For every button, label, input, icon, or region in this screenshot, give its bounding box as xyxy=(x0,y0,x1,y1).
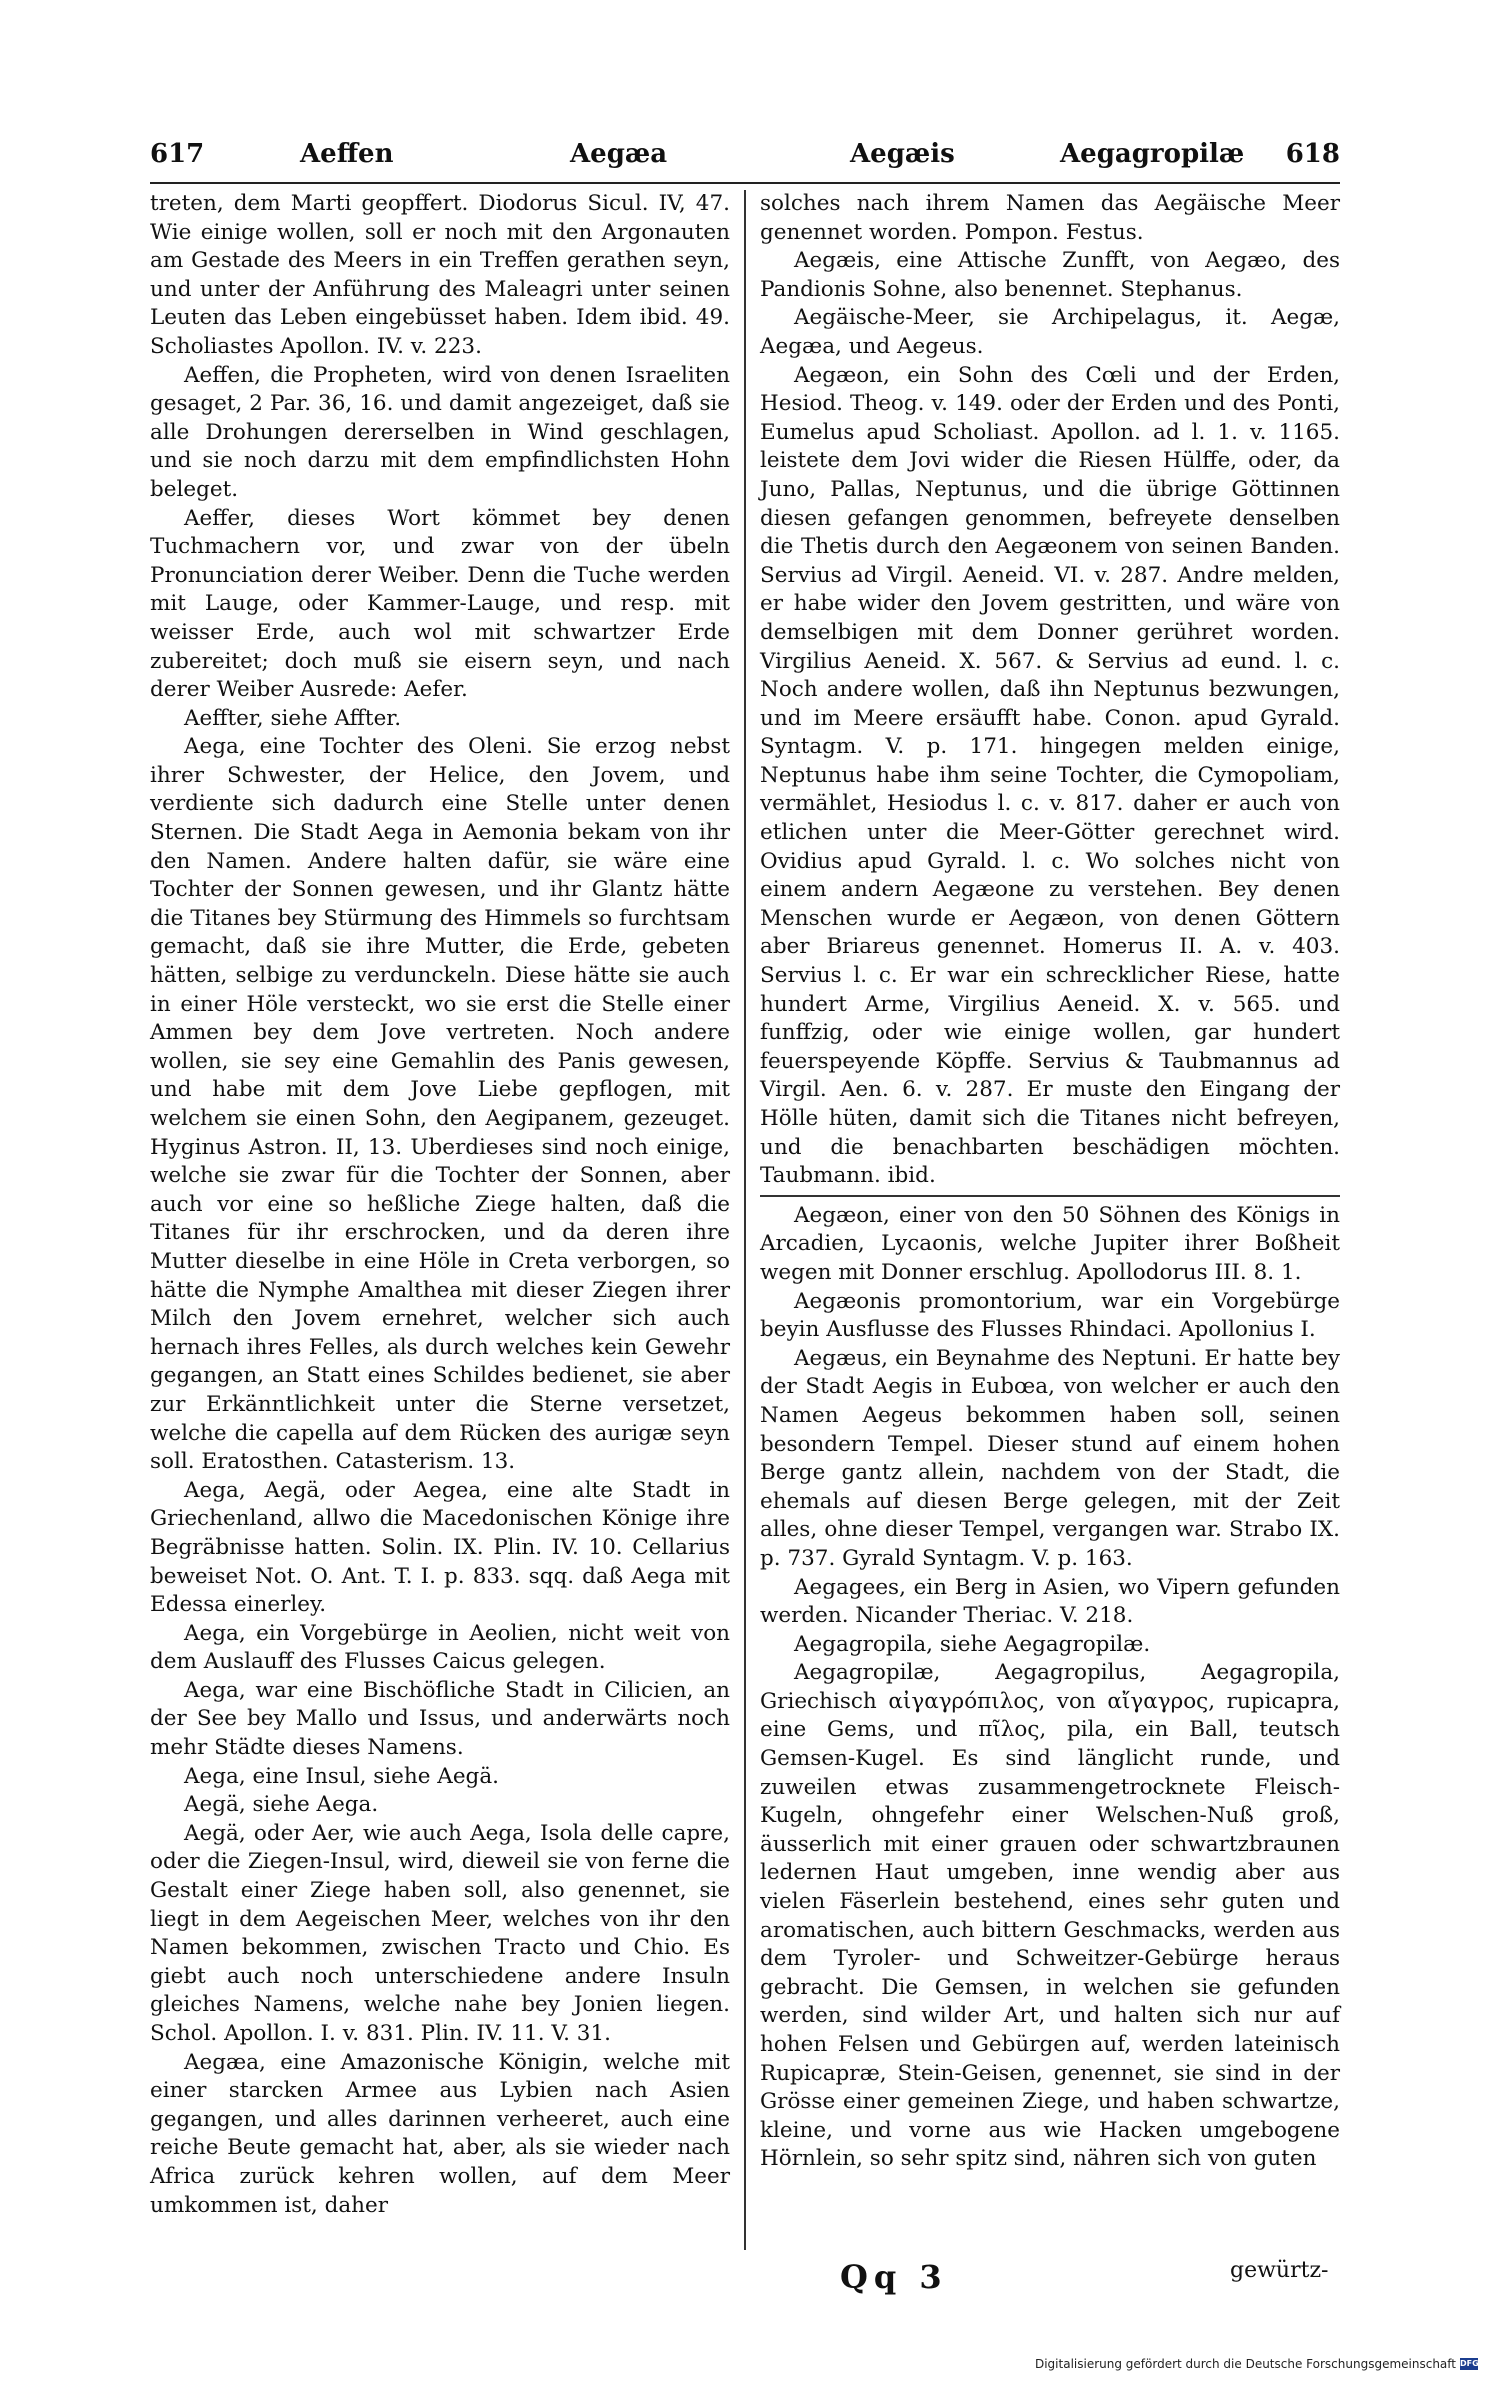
dictionary-entry: Aegæonis promontorium, war ein Vorgebürge beyin Ausflusse des Flusses Rhindaci. Apollonius I. xyxy=(760,1288,1340,1343)
header-keyword-right-2: Aegagropilæ xyxy=(1060,139,1245,169)
running-header xyxy=(150,135,1340,185)
digitization-footer xyxy=(1035,2357,1478,2371)
dictionary-entry: solches nach ihrem Namen das Aegäische Meer genennet worden. Pompon. Festus. xyxy=(760,191,1340,245)
dictionary-entry: Aegæa, eine Amazonische Königin, welche mit einer starcken Armee aus Lybien nach Asien gegangen, und alles darinnen verheeret, auch eine reiche Beute gemacht hat, aber, als sie wieder nach Africa zurück kehren wollen, auf dem Meer umkommen ist, daher xyxy=(150,2049,730,2218)
header-keyword-left-1: Aeffen xyxy=(300,139,394,169)
page-number-left: 617 xyxy=(150,139,205,169)
dictionary-entry: Aega, eine Tochter des Oleni. Sie erzog nebst ihrer Schwester, der Helice, den Jovem, und verdiente sich dadurch eine Stelle unter denen Sternen. Die Stadt Aega in Aemonia bekam von ihr den Namen. Andere halten dafür, sie wäre eine Tochter der Sonnen gewesen, und ihr Glantz hätte die Titanes bey Stürmung des Himmels so furchtsam gemacht, daß sie ihre Mutter, die Erde, gebeten hätten, selbige zu verdunckeln. Diese hätte sie auch in einer Höle versteckt, wo sie erst die Stelle einer Ammen bey dem Jove vertreten. Noch andere wollen, sie sey eine Gemahlin des Panis gewesen, und habe mit dem Jove Liebe gepflogen, mit welchem sie einen Sohn, den Aegipanem, gezeuget. Hyginus Astron. II, 13. Uberdieses sind noch einige, welche sie zwar für die Tochter der Sonnen, aber auch vor eine so heßliche Ziege halten, daß die Titanes für ihr erschrocken, und da deren ihre Mutter dieselbe in eine Höle in Creta verborgen, so hätte die Nymphe Amalthea mit dieser Ziegen ihrer Milch den Jovem ernehret, welcher sich auch hernach ihres Felles, als durch welches kein Gewehr gegangen, an Statt eines Schildes bedienet, sie aber zur Erkänntlichkeit unter die Sterne versetzet, welche die capella auf dem Rücken des aurigæ seyn soll. Eratosthen. Catasterism. 13. xyxy=(150,734,730,1475)
footer-text: Digitalisierung gefördert durch die Deutsche Forschungsgemeinschaft xyxy=(1034,2357,1456,2371)
header-rule xyxy=(150,182,1340,184)
header-keyword-right-1: Aegæis xyxy=(850,139,955,169)
dictionary-entry: Aeffer, dieses Wort kömmet bey denen Tuchmachern vor, und zwar von der übeln Pronunciation derer Weiber. Denn die Tuche werden mit Lauge, oder Kammer-Lauge, und resp. mit weisser Erde, auch wol mit schwartzer Erde zubereitet; doch muß sie eisern seyn, und nach derer Weiber Ausrede: Aefer. xyxy=(150,505,730,703)
dictionary-entry: Aega, ein Vorgebürge in Aeolien, nicht weit von dem Auslauff des Flusses Caicus gelegen. xyxy=(150,1620,730,1675)
dictionary-entry: Aegagees, ein Berg in Asien, wo Vipern gefunden werden. Nicander Theriac. V. 218. xyxy=(760,1574,1340,1629)
dictionary-entry: Aegä, siehe Aega. xyxy=(184,1792,379,1818)
signature-mark: Qq 3 xyxy=(840,2258,948,2296)
header-keyword-left-2: Aegæa xyxy=(570,139,668,169)
entry-separator-rule xyxy=(760,1195,1340,1197)
dictionary-entry: Aega, Aegä, oder Aegea, eine alte Stadt in Griechenland, allwo die Macedonischen Könige ihre Begräbnisse hatten. Solin. IX. Plin. IV. 10. Cellarius beweiset Not. O. Ant. T. I. p. 833. sqq. daß Aega mit Edessa einerley. xyxy=(150,1477,730,1618)
catchword: gewürtz- xyxy=(1230,2258,1329,2283)
dictionary-entry: Aegæon, einer von den 50 Söhnen des Königs in Arcadien, Lycaonis, welche Jupiter ihrer Boßheit wegen mit Donner erschlug. Apollodorus III. 8. 1. xyxy=(760,1202,1340,1285)
dictionary-entry: Aegäische-Meer, sie Archipelagus, it. Aegæ, Aegæa, und Aegeus. xyxy=(760,305,1340,359)
dictionary-entry: Aegæon, ein Sohn des Cœli und der Erden, Hesiod. Theog. v. 149. oder der Erden und des Ponti, Eumelus apud Scholiast. Apollon. ad l. 1. v. 1165. leistete dem Jovi wider die Riesen Hülffe, oder, da Juno, Pallas, Neptunus, und die übrige Göttinnen diesen gefangen genommen, befreyete denselben die Thetis durch den Aegæonem von seinen Banden. Servius ad Virgil. Aeneid. VI. v. 287. Andre melden, er habe wider den Jovem gestritten, und wäre von demselbigen mit dem Donner gerühret worden. Virgilius Aeneid. X. 567. & Servius ad eund. l. c. Noch andere wollen, daß ihn Neptunus bezwungen, und im Meere ersäufft habe. Conon. apud Gyrald. Syntagm. V. p. 171. hingegen melden einige, Neptunus habe ihm seine Tochter, die Cymopoliam, vermählet, Hesiodus l. c. v. 817. daher er auch von etlichen unter die Meer-Götter gerechnet wird. Ovidius apud Gyrald. l. c. Wo solches nicht von einem andern Aegæone zu verstehen. Bey denen Menschen wurde er Aegæon, von denen Göttern aber Briareus genennet. Homerus II. A. v. 403. Servius l. c. Er war ein schrecklicher Riese, hatte hundert Arme, Virgilius Aeneid. X. v. 565. und funffzig, oder wie einige wollen, gar hundert feuerspeyende Köpffe. Servius & Taubmannus ad Virgil. Aen. 6. v. 287. Er muste den Eingang der Hölle hüten, damit sich die Titanes nicht befreyen, und die benachbarten beschädigen möchten. Taubmann. ibid. xyxy=(760,362,1340,1189)
left-column xyxy=(150,190,730,2220)
dictionary-entry: Aegagropila, siehe Aegagropilæ. xyxy=(794,1631,1151,1657)
dictionary-entry: treten, dem Marti geopffert. Diodorus Sicul. IV, 47. Wie einige wollen, soll er noch mit den Argonauten am Gestade des Meers in ein Treffen gerathen seyn, und unter der Anführung des Maleagri unter seinen Leuten das Leben eingebüsset haben. Idem ibid. 49. Scholiastes Apollon. IV. v. 223. xyxy=(150,191,730,359)
dictionary-entry: Aegæus, ein Beynahme des Neptuni. Er hatte bey der Stadt Aegis in Eubœa, von welcher er auch den Namen Aegeus bekommen haben soll, seinen besondern Tempel. Dieser stund auf einem hohen Berge gantz allein, nachdem von der Stadt, die ehemals auf diesen Berge gelegen, mit der Zeit alles, ohne dieser Tempel, vergangen war. Strabo IX. p. 737. Gyrald Syntagm. V. p. 163. xyxy=(760,1345,1340,1571)
dfg-logo: DFG xyxy=(1460,2359,1479,2368)
dictionary-entry: Aegagropilæ, Aegagropilus, Aegagropila, Griechisch αἰγαγρόπιλος, von αἴγαγρος, rupicapra, eine Gems, und πῖλος, pila, ein Ball, teutsch Gemsen-Kugel. Es sind länglicht runde, und zuweilen etwas zusammengetrocknete Fleisch-Kugeln, ohngefehr einer Welschen-Nuß groß, äusserlich mit einer grauen oder schwartzbraunen ledernen Haut umgeben, inne wendig aber aus vielen Fäserlein bestehend, eines sehr guten und aromatischen, auch bittern Geschmacks, werden aus dem Tyroler- und Schweitzer-Gebürge heraus gebracht. Die Gemsen, in welchen sie gefunden werden, sind wilder Art, und halten sich nur auf hohen Felsen und Gebürgen auf, werden lateinisch Rupicapræ, Stein-Geisen, genennet, sie sind in der Grösse einer gemeinen Ziege, und haben schwartze, kleine, und vorne aus wie Hacken umgebogene Hörnlein, so sehr spitz sind, nähren sich von guten xyxy=(760,1660,1340,2172)
dictionary-entry: Aeffter, siehe Affter. xyxy=(184,705,402,731)
dictionary-entry: Aeffen, die Propheten, wird von denen Israeliten gesaget, 2 Par. 36, 16. und damit angezeiget, daß sie alle Drohungen dererselben in Wind geschlagen, und sie noch darzu mit dem empfindlichsten Hohn beleget. xyxy=(150,362,730,502)
dictionary-entry: Aega, war eine Bischöfliche Stadt in Cilicien, an der See bey Mallo und Issus, und anderwärts noch mehr Städte dieses Namens. xyxy=(150,1677,730,1761)
page-number-right: 618 xyxy=(1285,139,1340,169)
dictionary-entry: Aegæis, eine Attische Zunfft, von Aegæo, des Pandionis Sohne, also benennet. Stephanus. xyxy=(760,248,1340,302)
column-divider xyxy=(744,190,746,2250)
right-column xyxy=(760,190,1340,2174)
dictionary-entry: Aega, eine Insul, siehe Aegä. xyxy=(184,1763,499,1789)
dictionary-entry: Aegä, oder Aer, wie auch Aega, Isola delle capre, oder die Ziegen-Insul, wird, dieweil sie von ferne die Gestalt einer Ziege haben soll, also genennet, sie liegt in dem Aegeischen Meer, welches von ihr den Namen bekommen, zwischen Tracto und Chio. Es giebt auch noch unterschiedene andere Insuln gleiches Namens, welche nahe bey Jonien liegen. Schol. Apollon. I. v. 831. Plin. IV. 11. V. 31. xyxy=(150,1820,730,2046)
